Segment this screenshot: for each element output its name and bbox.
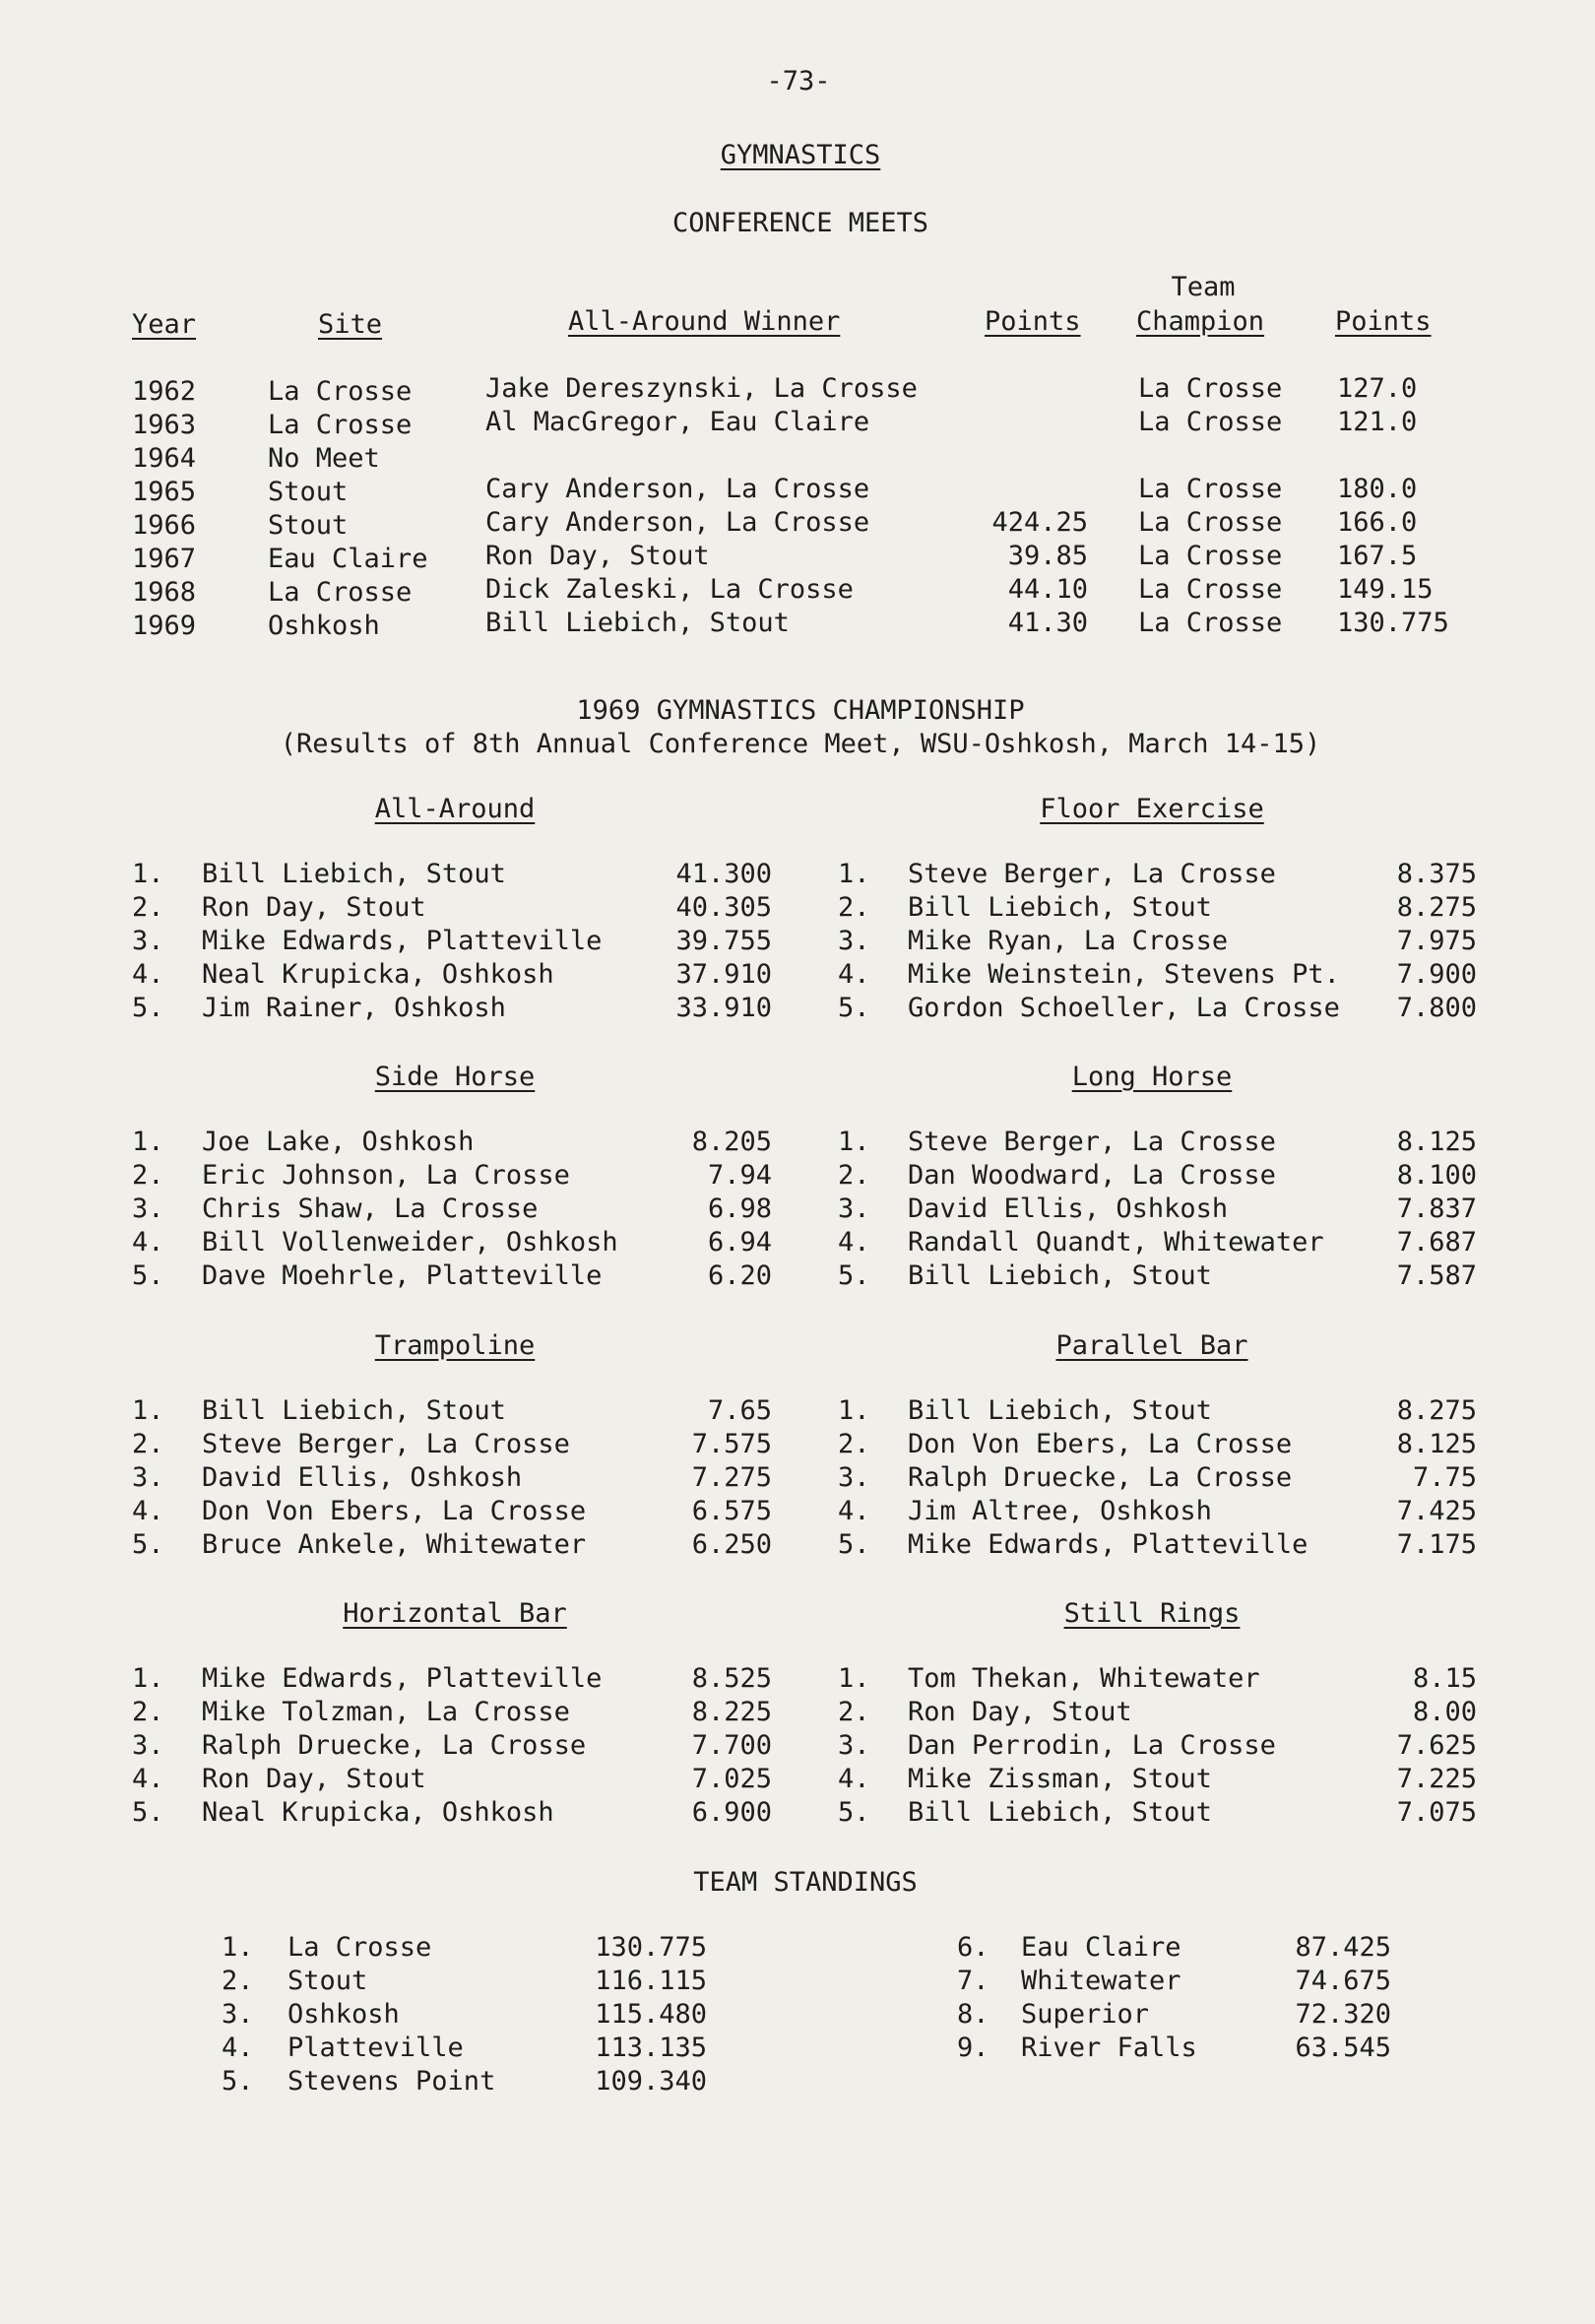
result-rank: 4.: [838, 1764, 870, 1794]
col-header-year: Year: [132, 309, 197, 340]
result-score: 8.125: [1396, 1127, 1477, 1157]
meet-champion: La Crosse: [1138, 373, 1283, 404]
standing-points: 74.675: [1295, 1966, 1391, 1996]
result-score: 7.575: [691, 1429, 772, 1459]
meet-site: La Crosse: [268, 376, 413, 407]
result-score: 7.075: [1396, 1797, 1477, 1828]
result-rank: 1.: [838, 1663, 870, 1694]
standing-rank: 7.: [957, 1966, 989, 1996]
meet-champion: La Crosse: [1138, 608, 1283, 638]
col-header-team-points: Points: [1335, 306, 1432, 337]
result-rank: 5.: [132, 1529, 164, 1560]
standing-points: 113.135: [595, 2033, 707, 2063]
meet-champion: La Crosse: [1138, 507, 1283, 538]
result-name: Bill Liebich, Stout: [908, 892, 1212, 923]
result-score: 7.700: [691, 1730, 772, 1761]
result-score: 8.125: [1396, 1429, 1477, 1459]
standing-team: Eau Claire: [1021, 1932, 1181, 1963]
standing-rank: 6.: [957, 1932, 989, 1963]
result-score: 41.300: [675, 859, 772, 889]
standing-team: Whitewater: [1021, 1966, 1181, 1996]
standing-team: Superior: [1021, 1999, 1150, 2030]
result-name: Bill Vollenweider, Oshkosh: [202, 1227, 618, 1258]
standing-points: 72.320: [1295, 1999, 1391, 2030]
col-header-points: Points: [985, 306, 1081, 337]
result-rank: 5.: [132, 1797, 164, 1828]
result-score: 8.15: [1412, 1663, 1477, 1694]
col-header-winner: All-Around Winner: [568, 306, 841, 337]
result-rank: 3.: [838, 1194, 870, 1224]
meet-site: Stout: [268, 510, 349, 541]
meet-champion: La Crosse: [1138, 574, 1283, 605]
result-name: Bill Liebich, Stout: [908, 1395, 1212, 1426]
championship-title: 1969 GYMNASTICS CHAMPIONSHIP: [576, 695, 1025, 726]
meet-team-points: 121.0: [1337, 407, 1418, 437]
result-name: Mike Edwards, Platteville: [202, 926, 603, 956]
result-name: Chris Shaw, La Crosse: [202, 1194, 539, 1224]
result-name: Tom Thekan, Whitewater: [908, 1663, 1260, 1694]
meet-team-points: 180.0: [1337, 474, 1418, 504]
result-name: Bill Liebich, Stout: [202, 859, 506, 889]
result-rank: 1.: [132, 1127, 164, 1157]
result-rank: 3.: [132, 1194, 164, 1224]
event-title: Side Horse: [374, 1062, 536, 1092]
result-name: Neal Krupicka, Oshkosh: [202, 959, 554, 990]
result-score: 7.65: [707, 1395, 772, 1426]
result-name: Ron Day, Stout: [202, 1764, 426, 1794]
result-score: 7.800: [1396, 993, 1477, 1023]
result-rank: 2.: [132, 892, 164, 923]
result-rank: 1.: [132, 859, 164, 889]
result-rank: 3.: [132, 1730, 164, 1761]
result-rank: 5.: [838, 1529, 870, 1560]
result-rank: 3.: [132, 1462, 164, 1493]
result-name: Steve Berger, La Crosse: [908, 859, 1276, 889]
section-subtitle: CONFERENCE MEETS: [671, 208, 929, 238]
meet-year: 1967: [132, 544, 197, 574]
result-name: Ron Day, Stout: [908, 1697, 1132, 1727]
col-header-champion: Champion: [1136, 306, 1265, 337]
result-score: 7.75: [1412, 1462, 1477, 1493]
result-score: 6.575: [691, 1496, 772, 1526]
result-score: 6.94: [707, 1227, 772, 1258]
result-score: 8.525: [691, 1663, 772, 1694]
result-score: 8.100: [1396, 1160, 1477, 1191]
meet-year: 1969: [132, 611, 197, 641]
event-title: All-Around: [374, 794, 536, 824]
result-name: Jim Altree, Oshkosh: [908, 1496, 1212, 1526]
result-rank: 5.: [838, 1260, 870, 1291]
result-score: 39.755: [675, 926, 772, 956]
standing-points: 109.340: [595, 2066, 707, 2097]
result-name: Mike Tolzman, La Crosse: [202, 1697, 570, 1727]
standing-team: Stout: [287, 1966, 368, 1996]
standing-rank: 9.: [957, 2033, 989, 2063]
result-score: 8.205: [691, 1127, 772, 1157]
meet-team-points: 127.0: [1337, 373, 1418, 404]
standing-points: 116.115: [595, 1966, 707, 1996]
result-rank: 4.: [838, 1227, 870, 1258]
meet-winner: Cary Anderson, La Crosse: [485, 507, 870, 538]
standings-title: TEAM STANDINGS: [693, 1867, 918, 1898]
standing-points: 115.480: [595, 1999, 707, 2030]
meet-team-points: 167.5: [1337, 541, 1418, 571]
result-name: Neal Krupicka, Oshkosh: [202, 1797, 554, 1828]
result-name: Mike Zissman, Stout: [908, 1764, 1212, 1794]
event-title: Still Rings: [1063, 1598, 1241, 1629]
result-rank: 2.: [132, 1429, 164, 1459]
meet-winner: Dick Zaleski, La Crosse: [485, 574, 854, 605]
result-name: Dan Woodward, La Crosse: [908, 1160, 1276, 1191]
meet-points: 41.30: [1007, 608, 1088, 638]
result-name: Steve Berger, La Crosse: [202, 1429, 570, 1459]
meet-team-points: 166.0: [1337, 507, 1418, 538]
result-rank: 4.: [132, 1764, 164, 1794]
result-name: Bill Liebich, Stout: [908, 1797, 1212, 1828]
result-name: Mike Edwards, Platteville: [908, 1529, 1308, 1560]
result-score: 7.900: [1396, 959, 1477, 990]
result-rank: 1.: [838, 1395, 870, 1426]
result-rank: 4.: [132, 1227, 164, 1258]
result-rank: 5.: [132, 1260, 164, 1291]
result-rank: 2.: [838, 892, 870, 923]
result-score: 7.175: [1396, 1529, 1477, 1560]
result-score: 6.20: [707, 1260, 772, 1291]
standing-points: 87.425: [1295, 1932, 1391, 1963]
result-rank: 1.: [132, 1663, 164, 1694]
result-name: Bill Liebich, Stout: [908, 1260, 1212, 1291]
result-score: 33.910: [675, 993, 772, 1023]
result-score: 37.910: [675, 959, 772, 990]
meet-site: Eau Claire: [268, 544, 428, 574]
meet-points: 44.10: [1007, 574, 1088, 605]
result-name: Bill Liebich, Stout: [202, 1395, 506, 1426]
result-rank: 2.: [132, 1160, 164, 1191]
result-name: Joe Lake, Oshkosh: [202, 1127, 475, 1157]
meet-year: 1962: [132, 376, 197, 407]
result-score: 7.837: [1396, 1194, 1477, 1224]
meet-points: 39.85: [1007, 541, 1088, 571]
standing-team: River Falls: [1021, 2033, 1197, 2063]
standing-rank: 3.: [222, 1999, 254, 2030]
result-score: 7.625: [1396, 1730, 1477, 1761]
result-score: 8.225: [691, 1697, 772, 1727]
result-rank: 5.: [838, 1797, 870, 1828]
event-title: Long Horse: [1071, 1062, 1233, 1092]
result-rank: 4.: [132, 959, 164, 990]
result-rank: 1.: [132, 1395, 164, 1426]
result-rank: 2.: [132, 1697, 164, 1727]
meet-champion: La Crosse: [1138, 541, 1283, 571]
meet-year: 1968: [132, 577, 197, 608]
result-name: Steve Berger, La Crosse: [908, 1127, 1276, 1157]
meet-site: No Meet: [268, 443, 380, 474]
result-rank: 3.: [838, 926, 870, 956]
standing-team: La Crosse: [287, 1932, 432, 1963]
result-score: 6.900: [691, 1797, 772, 1828]
result-score: 7.94: [707, 1160, 772, 1191]
result-score: 8.275: [1396, 1395, 1477, 1426]
result-rank: 1.: [838, 859, 870, 889]
result-name: Bruce Ankele, Whitewater: [202, 1529, 587, 1560]
standing-rank: 8.: [957, 1999, 989, 2030]
standing-team: Stevens Point: [287, 2066, 496, 2097]
meet-year: 1966: [132, 510, 197, 541]
result-name: Don Von Ebers, La Crosse: [908, 1429, 1293, 1459]
result-score: 8.275: [1396, 892, 1477, 923]
result-rank: 4.: [838, 959, 870, 990]
result-name: Dave Moehrle, Platteville: [202, 1260, 603, 1291]
result-score: 40.305: [675, 892, 772, 923]
result-name: Ron Day, Stout: [202, 892, 426, 923]
result-rank: 4.: [132, 1496, 164, 1526]
event-title: Parallel Bar: [1055, 1330, 1248, 1361]
result-rank: 2.: [838, 1697, 870, 1727]
meet-winner: Bill Liebich, Stout: [485, 608, 790, 638]
meet-site: La Crosse: [268, 410, 413, 440]
standing-points: 63.545: [1295, 2033, 1391, 2063]
meet-year: 1963: [132, 410, 197, 440]
page-title: GYMNASTICS: [720, 140, 881, 170]
col-header-team: Team: [1171, 272, 1236, 302]
page-number: -73-: [766, 66, 831, 97]
result-rank: 2.: [838, 1160, 870, 1191]
result-name: Mike Weinstein, Stevens Pt.: [908, 959, 1340, 990]
result-name: Ralph Druecke, La Crosse: [908, 1462, 1293, 1493]
col-header-site: Site: [318, 309, 383, 340]
standing-rank: 1.: [222, 1932, 254, 1963]
standing-points: 130.775: [595, 1932, 707, 1963]
meet-champion: La Crosse: [1138, 407, 1283, 437]
result-name: Dan Perrodin, La Crosse: [908, 1730, 1276, 1761]
meet-winner: Cary Anderson, La Crosse: [485, 474, 870, 504]
result-name: Eric Johnson, La Crosse: [202, 1160, 570, 1191]
meet-winner: Al MacGregor, Eau Claire: [485, 407, 870, 437]
meet-year: 1965: [132, 477, 197, 507]
event-title: Horizontal Bar: [343, 1598, 567, 1629]
standing-team: Platteville: [287, 2033, 464, 2063]
result-score: 7.225: [1396, 1764, 1477, 1794]
event-title: Floor Exercise: [1040, 794, 1264, 824]
result-rank: 5.: [132, 993, 164, 1023]
meet-champion: La Crosse: [1138, 474, 1283, 504]
result-score: 8.00: [1412, 1697, 1477, 1727]
result-name: David Ellis, Oshkosh: [908, 1194, 1229, 1224]
meet-points: 424.25: [991, 507, 1088, 538]
meet-year: 1964: [132, 443, 197, 474]
result-name: Gordon Schoeller, La Crosse: [908, 993, 1340, 1023]
result-rank: 2.: [838, 1429, 870, 1459]
result-rank: 3.: [838, 1462, 870, 1493]
result-name: Randall Quandt, Whitewater: [908, 1227, 1324, 1258]
standing-rank: 2.: [222, 1966, 254, 1996]
result-rank: 1.: [838, 1127, 870, 1157]
meet-site: Oshkosh: [268, 611, 380, 641]
standing-rank: 5.: [222, 2066, 254, 2097]
meet-team-points: 130.775: [1337, 608, 1449, 638]
meet-team-points: 149.15: [1337, 574, 1434, 605]
result-name: Jim Rainer, Oshkosh: [202, 993, 506, 1023]
result-score: 6.250: [691, 1529, 772, 1560]
result-name: Ralph Druecke, La Crosse: [202, 1730, 587, 1761]
result-score: 7.975: [1396, 926, 1477, 956]
result-score: 7.687: [1396, 1227, 1477, 1258]
result-score: 8.375: [1396, 859, 1477, 889]
result-score: 7.587: [1396, 1260, 1477, 1291]
result-name: David Ellis, Oshkosh: [202, 1462, 523, 1493]
result-name: Mike Ryan, La Crosse: [908, 926, 1229, 956]
result-name: Mike Edwards, Platteville: [202, 1663, 603, 1694]
result-rank: 3.: [132, 926, 164, 956]
result-score: 7.425: [1396, 1496, 1477, 1526]
result-rank: 4.: [838, 1496, 870, 1526]
meet-winner: Jake Dereszynski, La Crosse: [485, 373, 918, 404]
standing-team: Oshkosh: [287, 1999, 400, 2030]
result-rank: 3.: [838, 1730, 870, 1761]
result-score: 7.025: [691, 1764, 772, 1794]
meet-winner: Ron Day, Stout: [485, 541, 710, 571]
standing-rank: 4.: [222, 2033, 254, 2063]
championship-subtitle: (Results of 8th Annual Conference Meet, WSU-Oshkosh, March 14-15): [280, 729, 1321, 759]
result-rank: 5.: [838, 993, 870, 1023]
event-title: Trampoline: [374, 1330, 536, 1361]
meet-site: La Crosse: [268, 577, 413, 608]
result-name: Don Von Ebers, La Crosse: [202, 1496, 587, 1526]
result-score: 6.98: [707, 1194, 772, 1224]
meet-site: Stout: [268, 477, 349, 507]
result-score: 7.275: [691, 1462, 772, 1493]
